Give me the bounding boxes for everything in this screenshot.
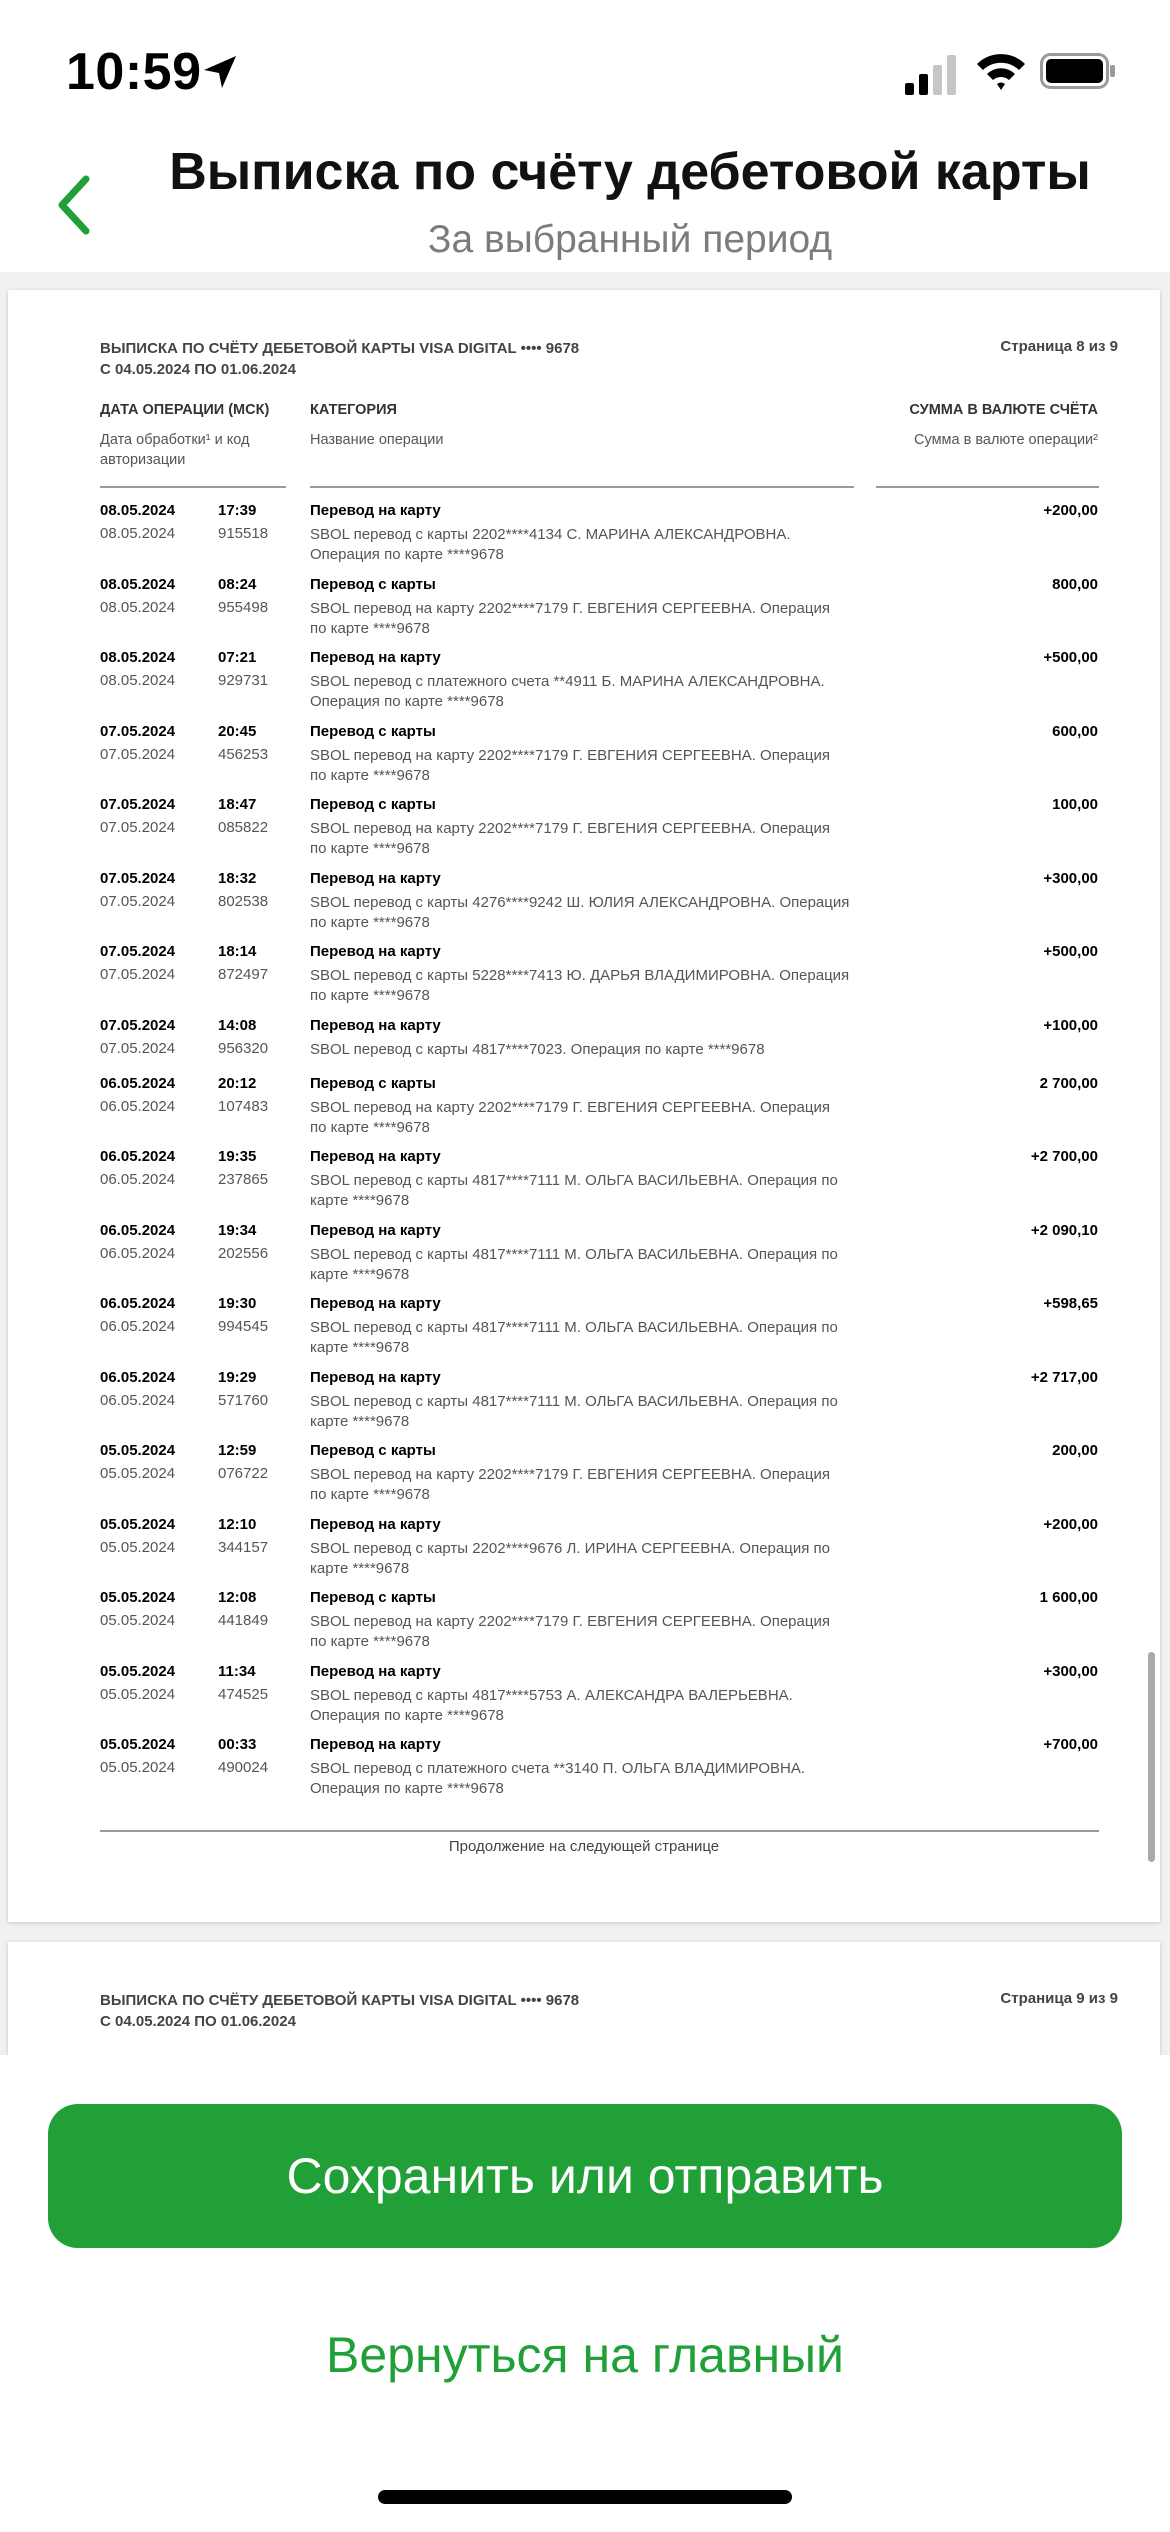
row-category: Перевод с карты: [310, 1074, 436, 1092]
location-arrow-icon: [200, 52, 240, 97]
row-amount: 2 700,00: [1039, 1074, 1098, 1092]
row-description: SBOL перевод с карты 4817****7023. Операция по карте ****9678: [310, 1040, 765, 1058]
row-processing-date: 08.05.2024: [100, 598, 176, 616]
row-auth-code: 571760: [218, 1391, 269, 1409]
column-sum-subheader: Сумма в валюте операции²: [914, 432, 1098, 448]
column-date-subheader: Дата обработки¹ и код авторизации: [100, 432, 250, 468]
transaction-list: [8, 502, 1160, 1810]
row-description: SBOL перевод на карту 2202****7179 Г. ЕВГЕНИЯ СЕРГЕЕВНА. Операция по карте ****9678: [310, 820, 830, 857]
row-category: Перевод на карту: [310, 502, 441, 519]
row-description: SBOL перевод с платежного счета **3140 П. ОЛЬГА ВЛАДИМИРОВНА. Операция по карте ****9678: [310, 1760, 806, 1797]
document-header-period: С 04.05.2024 ПО 01.06.2024: [100, 361, 296, 378]
save-or-send-button[interactable]: Сохранить или отправить: [48, 2104, 1122, 2248]
row-category: Перевод с карты: [310, 722, 436, 740]
back-to-main-button[interactable]: Вернуться на главный: [326, 2327, 844, 2383]
row-description: SBOL перевод с карты 4276****9242 Ш. ЮЛИЯ АЛЕКСАНДРОВНА. Операция по карте ****9678: [310, 893, 850, 931]
scrollbar[interactable]: [1148, 1652, 1155, 1862]
row-amount: 200,00: [1052, 1442, 1098, 1459]
row-category: Перевод с карты: [310, 1442, 436, 1459]
row-category: Перевод на карту: [310, 869, 441, 887]
signal-icon: [905, 55, 961, 100]
row-date: 08.05.2024: [100, 575, 176, 593]
table-row: [8, 870, 1160, 944]
row-time: 11:34: [218, 1662, 256, 1680]
row-processing-date: 07.05.2024: [100, 819, 176, 836]
row-category: Перевод с карты: [310, 1589, 436, 1606]
row-time: 18:14: [218, 943, 257, 960]
row-amount: +598,65: [1043, 1295, 1098, 1312]
row-auth-code: 956320: [218, 1039, 269, 1057]
row-processing-date: 08.05.2024: [100, 672, 176, 689]
table-row: [8, 1075, 1160, 1149]
row-processing-date: 07.05.2024: [100, 966, 176, 983]
row-amount: +300,00: [1043, 1662, 1098, 1680]
row-description: SBOL перевод с карты 4817****7111 М. ОЛЬГА ВАСИЛЬЕВНА. Операция по карте ****9678: [310, 1392, 838, 1430]
row-date: 06.05.2024: [100, 1148, 176, 1165]
row-date: 07.05.2024: [100, 722, 176, 740]
row-time: 12:10: [218, 1515, 257, 1533]
document-header-period: С 04.05.2024 ПО 01.06.2024: [100, 2013, 296, 2030]
row-description: SBOL перевод с карты 4817****7111 М. ОЛЬГА ВАСИЛЬЕВНА. Операция по карте ****9678: [310, 1319, 838, 1356]
row-category: Перевод на карту: [310, 1295, 441, 1312]
row-description: SBOL перевод на карту 2202****7179 Г. ЕВГЕНИЯ СЕРГЕЕВНА. Операция по карте ****9678: [310, 1466, 830, 1503]
row-description: SBOL перевод на карту 2202****7179 Г. ЕВГЕНИЯ СЕРГЕЕВНА. Операция по карте ****9678: [310, 746, 830, 784]
row-amount: +2 090,10: [1030, 1221, 1098, 1239]
row-category: Перевод на карту: [310, 1736, 441, 1753]
row-description: SBOL перевод с карты 2202****4134 С. МАРИНА АЛЕКСАНДРОВНА. Операция по карте ****9678: [310, 526, 791, 563]
row-processing-date: 07.05.2024: [100, 892, 176, 910]
row-auth-code: 802538: [218, 892, 269, 910]
row-auth-code: 872497: [218, 966, 269, 983]
row-description: SBOL перевод с карты 2202****9676 Л. ИРИНА СЕРГЕЕВНА. Операция по карте ****9678: [310, 1539, 830, 1577]
row-auth-code: 344157: [218, 1538, 269, 1556]
row-description: SBOL перевод с платежного счета **4911 Б. МАРИНА АЛЕКСАНДРОВНА. Операция по карте ****9678: [310, 673, 825, 710]
row-date: 06.05.2024: [100, 1368, 176, 1386]
row-date: 07.05.2024: [100, 796, 176, 813]
table-row: [8, 1516, 1160, 1590]
row-time: 17:39: [218, 502, 257, 519]
row-category: Перевод на карту: [310, 943, 441, 960]
row-amount: +700,00: [1043, 1736, 1098, 1753]
row-time: 19:35: [218, 1148, 257, 1165]
row-date: 08.05.2024: [100, 649, 176, 666]
row-category: Перевод на карту: [310, 1221, 441, 1239]
row-amount: +500,00: [1043, 649, 1098, 666]
row-description: SBOL перевод на карту 2202****7179 Г. ЕВГЕНИЯ СЕРГЕЕВНА. Операция по карте ****9678: [310, 1613, 830, 1650]
row-time: 18:47: [218, 796, 257, 813]
table-row: [8, 1222, 1160, 1296]
table-row: [8, 1369, 1160, 1443]
row-amount: 100,00: [1052, 796, 1098, 813]
row-processing-date: 05.05.2024: [100, 1465, 176, 1482]
row-amount: +2 700,00: [1030, 1148, 1098, 1165]
row-auth-code: 915518: [218, 525, 269, 542]
table-row: [8, 796, 1160, 870]
row-processing-date: 05.05.2024: [100, 1612, 176, 1629]
row-processing-date: 06.05.2024: [100, 1391, 176, 1409]
document-header-title: ВЫПИСКА ПО СЧЁТУ ДЕБЕТОВОЙ КАРТЫ VISA DIGITAL •••• 9678: [100, 1992, 580, 2009]
table-row: [8, 1736, 1160, 1810]
row-processing-date: 07.05.2024: [100, 1039, 176, 1057]
row-processing-date: 05.05.2024: [100, 1759, 176, 1776]
row-time: 18:32: [218, 869, 257, 887]
row-time: 19:34: [218, 1221, 257, 1239]
row-processing-date: 06.05.2024: [100, 1318, 176, 1335]
row-time: 14:08: [218, 1016, 257, 1034]
row-amount: 800,00: [1052, 575, 1098, 593]
row-auth-code: 929731: [218, 672, 269, 689]
row-time: 12:59: [218, 1442, 257, 1459]
row-auth-code: 085822: [218, 819, 269, 836]
row-date: 05.05.2024: [100, 1662, 176, 1680]
row-amount: +2 717,00: [1030, 1368, 1098, 1386]
page-number: Страница 9 из 9: [1000, 1990, 1118, 2007]
row-description: SBOL перевод на карту 2202****7179 Г. ЕВГЕНИЯ СЕРГЕЕВНА. Операция по карте ****9678: [310, 1098, 830, 1136]
row-time: 07:21: [218, 649, 257, 666]
column-date-header: ДАТА ОПЕРАЦИИ (МСК): [100, 402, 270, 418]
row-time: 20:12: [218, 1074, 257, 1092]
row-amount: 600,00: [1052, 722, 1098, 740]
row-auth-code: 955498: [218, 598, 269, 616]
page-title: Выписка по счёту дебетовой карты: [169, 143, 1091, 201]
table-row: [8, 502, 1160, 576]
row-date: 06.05.2024: [100, 1074, 176, 1092]
row-processing-date: 08.05.2024: [100, 525, 176, 542]
row-category: Перевод на карту: [310, 1016, 441, 1034]
column-category-header: КАТЕГОРИЯ: [310, 402, 397, 418]
row-amount: +200,00: [1043, 1515, 1098, 1533]
row-time: 12:08: [218, 1589, 257, 1606]
row-amount: +300,00: [1043, 869, 1098, 887]
divider: [310, 486, 854, 488]
row-auth-code: 474525: [218, 1685, 269, 1703]
row-processing-date: 06.05.2024: [100, 1097, 176, 1115]
row-date: 05.05.2024: [100, 1736, 176, 1753]
row-description: SBOL перевод с карты 5228****7413 Ю. ДАРЬЯ ВЛАДИМИРОВНА. Операция по карте ****9678: [310, 967, 850, 1004]
table-row: [8, 1295, 1160, 1369]
row-description: SBOL перевод с карты 4817****5753 А. АЛЕКСАНДРА ВАЛЕРЬЕВНА. Операция по карте ****9678: [310, 1686, 793, 1724]
wifi-icon: [975, 50, 1027, 97]
row-processing-date: 06.05.2024: [100, 1244, 176, 1262]
row-description: SBOL перевод с карты 4817****7111 М. ОЛЬГА ВАСИЛЬЕВНА. Операция по карте ****9678: [310, 1172, 838, 1209]
row-processing-date: 06.05.2024: [100, 1171, 176, 1188]
row-time: 20:45: [218, 722, 257, 740]
document-header: [100, 338, 579, 380]
row-date: 06.05.2024: [100, 1221, 176, 1239]
row-category: Перевод на карту: [310, 1662, 441, 1680]
row-date: 08.05.2024: [100, 502, 176, 519]
table-row: [8, 943, 1160, 1017]
row-amount: +100,00: [1043, 1016, 1098, 1034]
table-row: [8, 649, 1160, 723]
row-category: Перевод с карты: [310, 796, 436, 813]
row-date: 07.05.2024: [100, 869, 176, 887]
row-processing-date: 07.05.2024: [100, 745, 176, 763]
column-sum-header: СУММА В ВАЛЮТЕ СЧЁТА: [909, 402, 1098, 418]
row-auth-code: 456253: [218, 745, 269, 763]
statement-page: [8, 290, 1160, 1922]
battery-icon: [1040, 53, 1116, 94]
back-button[interactable]: [44, 170, 104, 240]
status-bar: [0, 0, 1170, 140]
table-row: [8, 1663, 1160, 1737]
row-category: Перевод на карту: [310, 1515, 441, 1533]
document-header-title: ВЫПИСКА ПО СЧЁТУ ДЕБЕТОВОЙ КАРТЫ VISA DIGITAL •••• 9678: [100, 340, 580, 357]
row-category: Перевод на карту: [310, 649, 441, 666]
row-amount: +500,00: [1043, 943, 1098, 960]
statement-page-next: [8, 1942, 1160, 2055]
row-description: SBOL перевод с карты 4817****7111 М. ОЛЬГА ВАСИЛЬЕВНА. Операция по карте ****9678: [310, 1245, 838, 1283]
page-subtitle: За выбранный период: [427, 218, 833, 261]
home-indicator: [378, 2490, 792, 2504]
table-row: [8, 1589, 1160, 1663]
row-category: Перевод на карту: [310, 1368, 441, 1386]
continuation-note: Продолжение на следующей странице: [448, 1838, 720, 1855]
row-auth-code: 202556: [218, 1244, 269, 1262]
row-auth-code: 490024: [218, 1759, 269, 1776]
row-time: 08:24: [218, 575, 257, 593]
divider: [100, 1830, 1099, 1832]
page-number: Страница 8 из 9: [1000, 338, 1118, 355]
row-date: 05.05.2024: [100, 1589, 176, 1606]
row-auth-code: 076722: [218, 1465, 269, 1482]
row-processing-date: 05.05.2024: [100, 1685, 176, 1703]
row-auth-code: 237865: [218, 1171, 269, 1188]
row-date: 05.05.2024: [100, 1515, 176, 1533]
row-amount: +200,00: [1043, 502, 1098, 519]
row-date: 07.05.2024: [100, 943, 176, 960]
row-amount: 1 600,00: [1039, 1589, 1098, 1606]
row-date: 06.05.2024: [100, 1295, 176, 1312]
row-auth-code: 441849: [218, 1612, 269, 1629]
row-date: 05.05.2024: [100, 1442, 176, 1459]
column-category-subheader: Название операции: [310, 432, 444, 448]
table-row: [8, 1442, 1160, 1516]
row-auth-code: 994545: [218, 1318, 269, 1335]
row-processing-date: 05.05.2024: [100, 1538, 176, 1556]
table-row: [8, 1017, 1160, 1075]
row-description: SBOL перевод на карту 2202****7179 Г. ЕВГЕНИЯ СЕРГЕЕВНА. Операция по карте ****9678: [310, 599, 830, 637]
row-category: Перевод с карты: [310, 575, 436, 593]
table-row: [8, 576, 1160, 650]
divider: [876, 486, 1099, 488]
back-chevron-icon: [54, 173, 94, 237]
document-header: [100, 1990, 579, 2032]
row-auth-code: 107483: [218, 1097, 269, 1115]
table-row: [8, 723, 1160, 797]
status-time: 10:59: [66, 43, 202, 101]
row-date: 07.05.2024: [100, 1016, 176, 1034]
table-row: [8, 1148, 1160, 1222]
row-time: 00:33: [218, 1736, 257, 1753]
statement-preview[interactable]: [0, 272, 1170, 2055]
divider: [100, 486, 286, 488]
row-category: Перевод на карту: [310, 1148, 441, 1165]
row-time: 19:30: [218, 1295, 257, 1312]
row-time: 19:29: [218, 1368, 257, 1386]
